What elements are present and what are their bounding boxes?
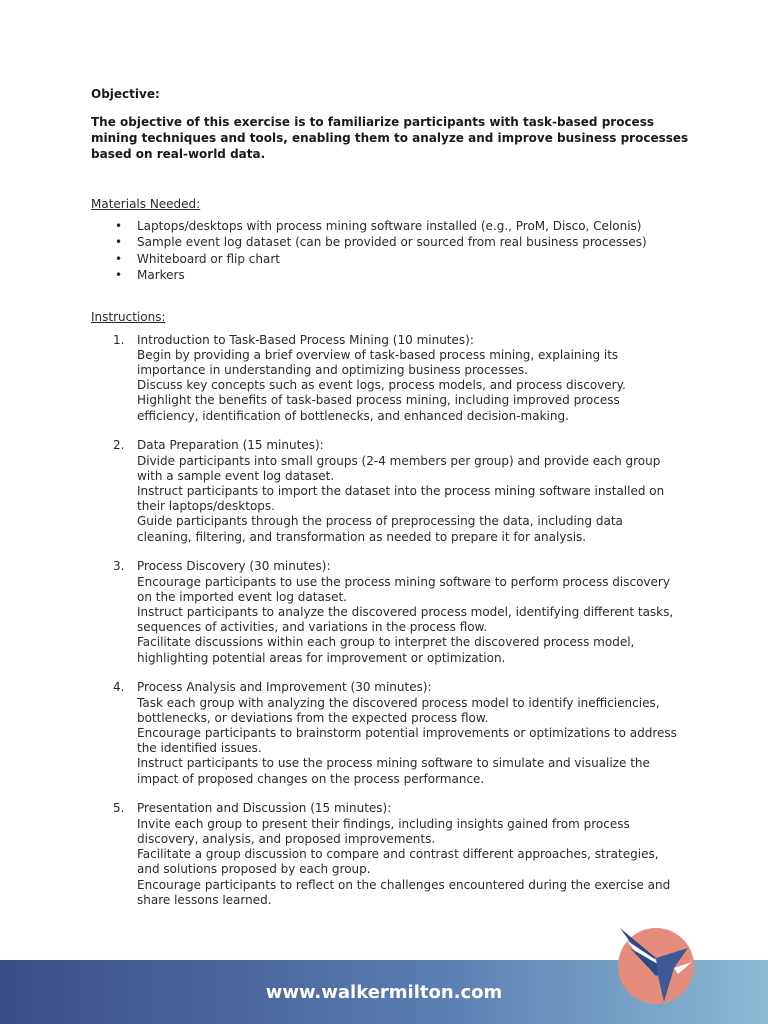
step-text: their laptops/desktops. — [137, 499, 275, 514]
bullet-icon: • — [115, 235, 123, 250]
footer-url[interactable]: www.walkermilton.com — [265, 982, 503, 1003]
step-text: bottlenecks, or deviations from the expected process flow. — [137, 710, 489, 725]
list-item — [91, 218, 691, 234]
step-text: Guide participants through the process of preprocessing the data, including data — [137, 514, 623, 529]
step-number: 5. — [113, 801, 125, 816]
step-text: Instruct participants to analyze the discovered process model, identifying different tasks, — [137, 605, 674, 620]
step-text: Encourage participants to use the process mining software to perform process discovery — [137, 574, 670, 589]
step-text: Task each group with analyzing the discovered process model to identify inefficiencies, — [137, 695, 660, 710]
step-title: Process Discovery (30 minutes): — [137, 559, 331, 574]
step-text: Invite each group to present their findings, including insights gained from process — [137, 816, 630, 831]
materials-item: Whiteboard or flip chart — [137, 251, 280, 266]
instructions-heading: Instructions: — [91, 309, 166, 324]
instruction-step — [91, 801, 691, 907]
step-text: Encourage participants to brainstorm potential improvements or optimizations to address — [137, 726, 677, 741]
step-text: Facilitate a group discussion to compare and contrast different approaches, strategies, — [137, 847, 659, 862]
step-text: with a sample event log dataset. — [137, 468, 335, 483]
list-item — [91, 234, 691, 250]
materials-list — [91, 218, 691, 284]
step-number: 3. — [113, 559, 125, 574]
step-number: 4. — [113, 680, 125, 695]
step-text: discovery, analysis, and proposed improvements. — [137, 831, 436, 846]
step-text: on the imported event log dataset. — [137, 589, 347, 604]
instructions-list — [91, 333, 691, 908]
step-title: Process Analysis and Improvement (30 minutes): — [137, 680, 432, 695]
objective-heading: Objective: — [91, 87, 160, 101]
step-text: share lessons learned. — [137, 892, 272, 907]
step-text: Encourage participants to reflect on the challenges encountered during the exercise and — [137, 877, 671, 892]
step-number: 1. — [113, 332, 125, 347]
document-body — [91, 86, 691, 923]
step-title: Data Preparation (15 minutes): — [137, 438, 324, 453]
instruction-step — [91, 680, 691, 786]
step-text: Discuss key concepts such as event logs, process models, and process discovery. — [137, 378, 626, 393]
step-text: cleaning, filtering, and transformation as needed to prepare it for analysis. — [137, 529, 587, 544]
list-item — [91, 251, 691, 267]
objective-text: The objective of this exercise is to familiarize participants with task-based process mining techniques and tools, enabling them to analyze and improve business processes based on real-world data. — [91, 115, 689, 161]
step-text: the identified issues. — [137, 741, 262, 756]
instruction-step — [91, 333, 691, 424]
step-text: and solutions proposed by each group. — [137, 862, 371, 877]
step-number: 2. — [113, 438, 125, 453]
instruction-step — [91, 438, 691, 544]
bird-logo-icon — [612, 918, 702, 1008]
step-text: Begin by providing a brief overview of task-based process mining, explaining its — [137, 347, 619, 362]
step-title: Introduction to Task-Based Process Mining (10 minutes): — [137, 332, 474, 347]
materials-item: Laptops/desktops with process mining software installed (e.g., ProM, Disco, Celonis) — [137, 219, 642, 233]
step-text: sequences of activities, and variations in the process flow. — [137, 620, 488, 635]
bullet-icon: • — [115, 268, 123, 283]
materials-item: Sample event log dataset (can be provided or sourced from real business processes) — [137, 235, 647, 250]
materials-heading: Materials Needed: — [91, 197, 201, 211]
bullet-icon: • — [115, 219, 123, 233]
instruction-step — [91, 559, 691, 665]
step-text: Instruct participants to use the process mining software to simulate and visualize the — [137, 756, 650, 771]
materials-item: Markers — [137, 268, 185, 283]
step-title: Presentation and Discussion (15 minutes): — [137, 801, 392, 816]
step-text: highlighting potential areas for improvement or optimization. — [137, 650, 506, 665]
step-text: importance in understanding and optimizing business processes. — [137, 363, 528, 378]
bullet-icon: • — [115, 251, 123, 266]
step-text: impact of proposed changes on the process performance. — [137, 771, 485, 786]
step-text: Instruct participants to import the dataset into the process mining software installed on — [137, 484, 665, 499]
list-item — [91, 267, 691, 283]
step-text: Highlight the benefits of task-based process mining, including improved process — [137, 393, 620, 408]
step-text: efficiency, identification of bottlenecks, and enhanced decision-making. — [137, 408, 569, 423]
step-text: Divide participants into small groups (2-4 members per group) and provide each group — [137, 453, 661, 468]
step-text: Facilitate discussions within each group to interpret the discovered process model, — [137, 635, 635, 650]
